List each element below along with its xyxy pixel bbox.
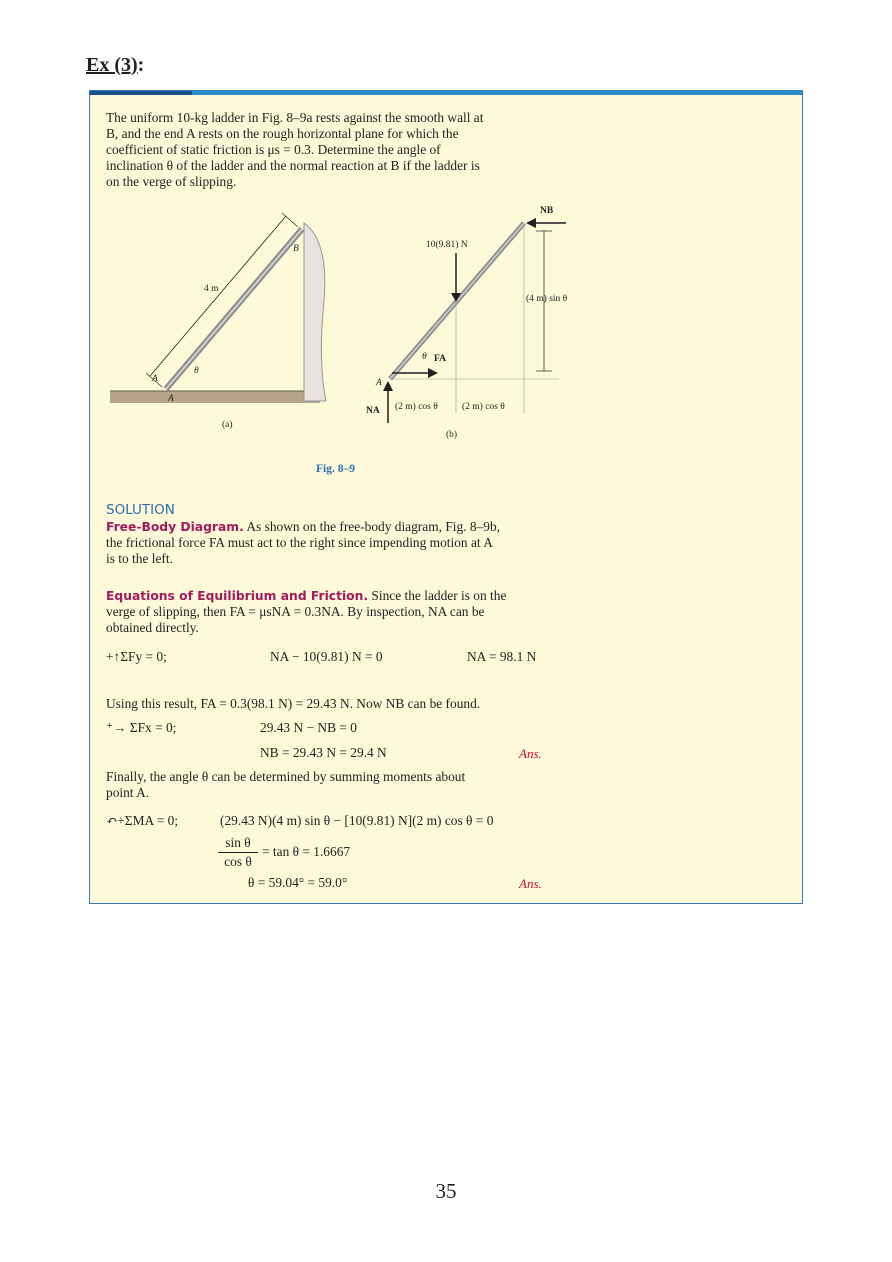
- label-b: (b): [446, 430, 458, 440]
- solution-title: SOLUTION: [106, 502, 175, 518]
- sumfy-equation: NA − 10(9.81) N = 0: [270, 649, 383, 664]
- ladder-a-highlight: [166, 229, 302, 389]
- fbd-title: Free-Body Diagram.: [106, 520, 244, 534]
- equilibrium-paragraph: Equations of Equilibrium and Friction. Since the ladder is on the verge of slipping, then FA = μsNA = 0.3NA. By inspection, NA can be obtained directly.: [106, 588, 507, 635]
- box-top-bar-accent: [90, 91, 192, 95]
- label-dim2: (2 m) cos θ: [462, 402, 505, 412]
- problem-statement: The uniform 10-kg ladder in Fig. 8–9a rests against the smooth wall at B, and the end A rests on the rough horizontal plane for which the coefficient of static friction is μs = 0.3. Determine the angle of inclination θ of the ladder and the normal reaction at B if the ladder is on the verge of slipping.: [106, 110, 484, 189]
- moment-equation: (29.43 N)(4 m) sin θ − [10(9.81) N](2 m) cos θ = 0: [220, 813, 494, 828]
- label-weight: 10(9.81) N: [426, 240, 468, 250]
- label-a1-a: A: [152, 374, 158, 384]
- nb-result: NB = 29.43 N = 29.4 N: [260, 745, 387, 760]
- nb-arrowhead: [526, 218, 536, 228]
- label-a2-a: A: [168, 394, 174, 404]
- answer-label-1: Ans.: [519, 746, 542, 761]
- eqf-title: Equations of Equilibrium and Friction.: [106, 589, 369, 603]
- label-a: (a): [222, 420, 233, 430]
- tan-equation: = tan θ = 1.6667: [262, 844, 351, 859]
- answer-label-2: Ans.: [519, 876, 542, 891]
- label-nb: NB: [540, 206, 554, 216]
- fa-arrowhead: [428, 368, 438, 378]
- ladder-figure: [104, 201, 574, 471]
- dim-line-a: [150, 216, 286, 376]
- sumfy-result: NA = 98.1 N: [467, 649, 537, 664]
- theta-result: θ = 59.04° = 59.0°: [248, 875, 348, 890]
- label-theta-a: θ: [194, 366, 199, 376]
- ground-a: [110, 391, 320, 403]
- page-number: 35: [435, 1179, 457, 1203]
- label-dim1: (2 m) cos θ: [395, 402, 438, 412]
- label-length-a: 4 m: [204, 284, 219, 294]
- label-fa: FA: [434, 354, 446, 364]
- label-na: NA: [366, 406, 380, 416]
- sumfx-label: ⁺→ ΣFx = 0;: [106, 720, 177, 735]
- fraction-numerator: sin θ: [225, 835, 251, 850]
- dim-tick-a2: [282, 213, 298, 227]
- fraction-bar: [218, 852, 258, 853]
- finally-paragraph: Finally, the angle θ can be determined by summing moments about point A.: [106, 769, 466, 800]
- fbd-paragraph: Free-Body Diagram. As shown on the free-body diagram, Fig. 8–9b, the frictional force FA must act to the right since impending motion at A is to the left.: [106, 519, 501, 566]
- label-height: (4 m) sin θ: [526, 294, 568, 304]
- sumfy-label: +↑ΣFy = 0;: [106, 649, 167, 664]
- fraction-denominator: cos θ: [224, 854, 252, 869]
- sumfx-equation: 29.43 N − NB = 0: [260, 720, 357, 735]
- fraction: [218, 835, 258, 870]
- box-top-bar: [90, 91, 802, 95]
- figure-caption: Fig. 8–9: [316, 463, 355, 475]
- using-result-line: Using this result, FA = 0.3(98.1 N) = 29.43 N. Now NB can be found.: [106, 696, 481, 711]
- example-heading: Ex (3):: [86, 54, 145, 76]
- label-a-b: A: [376, 378, 382, 388]
- example-box: [89, 90, 803, 904]
- moment-label: ↶+ΣMA = 0;: [106, 813, 179, 828]
- label-b-a: B: [293, 244, 299, 254]
- wall-a: [304, 223, 326, 401]
- na-arrowhead: [383, 381, 393, 391]
- label-theta-b: θ: [422, 352, 427, 362]
